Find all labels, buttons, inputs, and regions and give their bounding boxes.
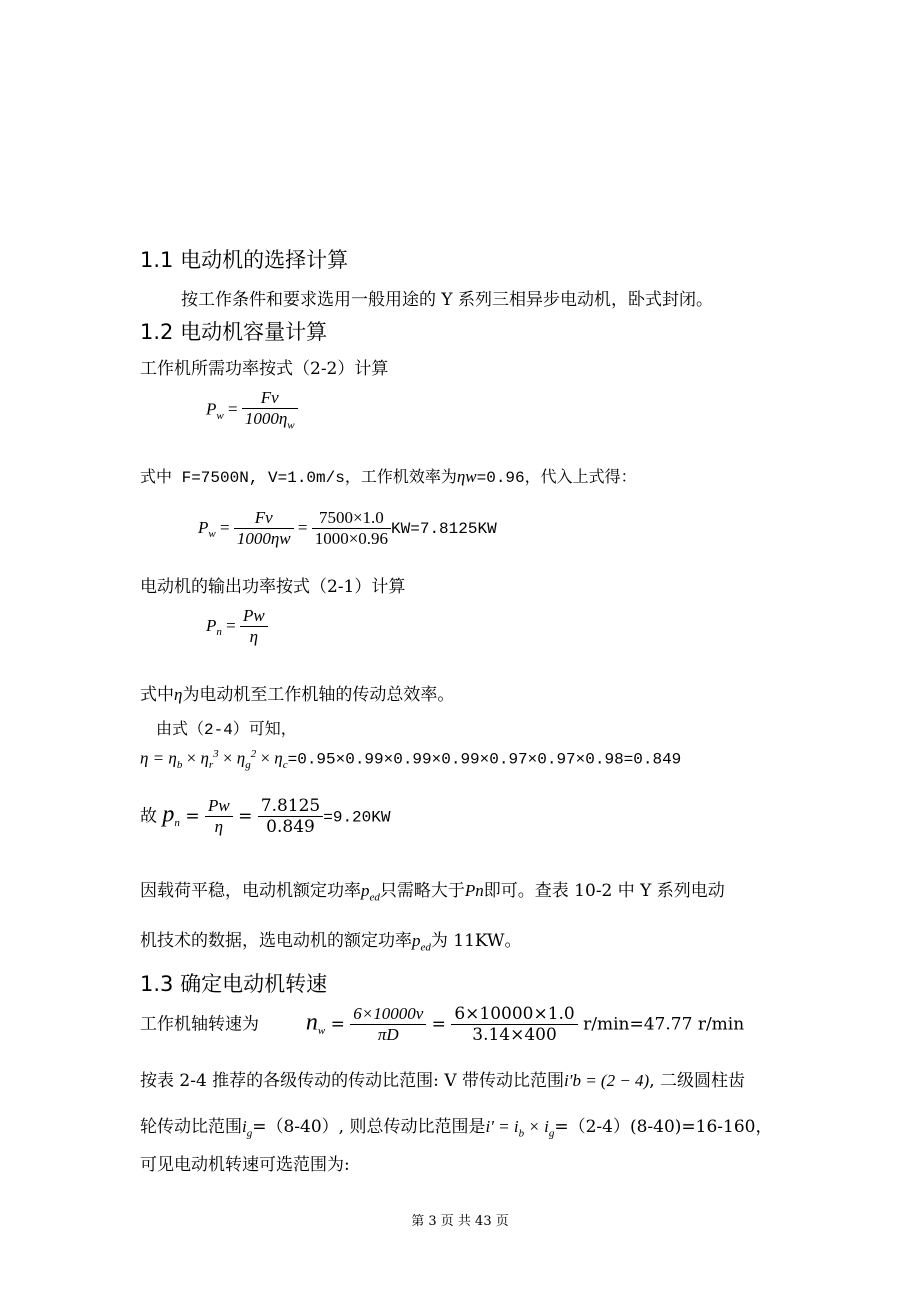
equation-pw: $P_w$ = $\frac{Fv}{1000\eta_w}$ xyxy=(206,388,298,433)
paragraph-from-equation: 由式（2-4）可知， xyxy=(156,721,297,739)
section-number: 1.2 xyxy=(140,320,174,344)
paragraph-rated-power-line1: 因载荷平稳，电动机额定功率$p_{ed}$只需略大于Pn即可。查表 10-2 中 Y 系列电动 xyxy=(140,881,725,904)
section-number: 1.1 xyxy=(140,248,174,272)
page-footer: 第 3 页 共 43 页 xyxy=(411,1214,509,1229)
paragraph-work-power: 工作机所需功率按式（2-2）计算 xyxy=(140,359,389,379)
section-heading-1-2 xyxy=(140,316,327,346)
paragraph-given-values: 式中 F=7500N, V=1.0m/s，工作机效率为ηw=0.96，代入上式得： xyxy=(140,467,637,487)
paragraph-eta-definition: 式中η为电动机至工作机轴的传动总效率。 xyxy=(140,685,455,705)
paragraph-motor-output: 电动机的输出功率按式（2-1）计算 xyxy=(140,577,406,597)
paragraph-ratio-line1: 按表 2-4 推荐的各级传动的传动比范围: V 带传动比范围i′b = (2 − 4), 二级圆柱齿 xyxy=(140,1071,746,1091)
section-heading-1-3 xyxy=(140,968,327,998)
section-heading-1-1 xyxy=(140,244,348,274)
section-title: 电动机容量计算 xyxy=(180,320,328,344)
section-number: 1.3 xyxy=(140,972,174,996)
section-title: 确定电动机转速 xyxy=(180,972,328,996)
section-title: 电动机的选择计算 xyxy=(180,248,349,272)
equation-pn-result: 故 $p_n$ = $\frac{Pw}{\eta}$ = $\frac{7.8125}{0.849}$ =9.20KW xyxy=(140,796,391,838)
paragraph-motor-type: 按工作条件和要求选用一般用途的 Y 系列三相异步电动机，卧式封闭。 xyxy=(181,290,714,310)
paragraph-ratio-line3: 可见电动机转速可选范围为: xyxy=(140,1155,350,1175)
equation-pw-result: $P_w$ = $\frac{Fv}{1000\eta w}$ = $\frac{7500\times 1.0}{1000\times 0.96}$ KW=7.8125KW xyxy=(198,508,497,549)
equation-shaft-speed: 工作机轴转速为 $n_w$ = $\frac{6\times 10000v}{\pi D}$ = $\frac{6\times 10000\times 1.0}{3.14\times 400}$ r/min=47.77 r/min xyxy=(140,1004,745,1046)
equation-pn: $P_n$ = $\frac{Pw}{\eta}$ xyxy=(206,606,268,648)
fraction: $\frac{Fv}{1000\eta_w}$ xyxy=(242,388,298,433)
paragraph-ratio-line2: 轮传动比范围$i_g=(8-40)$, 则总传动比范围是$i' = i_b \times i_g=(2-4)(8-40)=16-160$， xyxy=(140,1117,773,1140)
equation-total-efficiency: $\eta = \eta_b \times \eta_r^3 \times \eta_g^2 \times \eta_c=0.95\times 0.99\times 0.99\times 0.99\times 0.97\times 0.97\times 0.98=0.849$ xyxy=(140,748,682,772)
paragraph-rated-power-line2: 机技术的数据，选电动机的额定功率$p_{ed}$为 11KW。 xyxy=(140,931,522,954)
